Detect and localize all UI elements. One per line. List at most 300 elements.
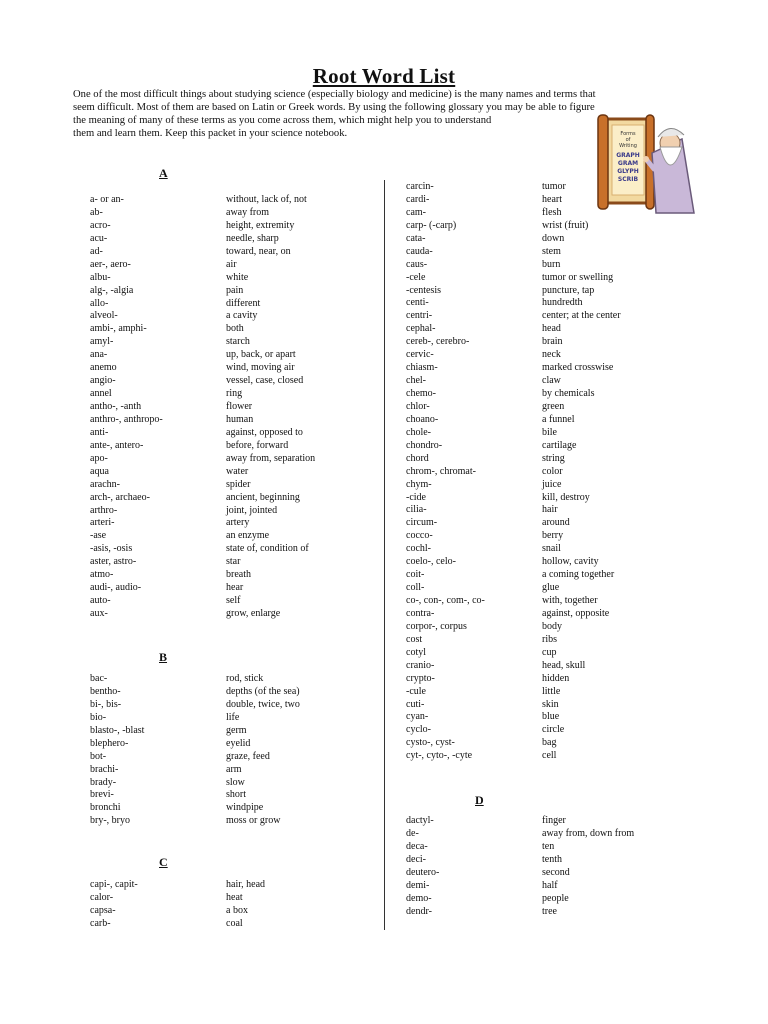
- root-meaning: self: [226, 595, 241, 607]
- root-entry: [406, 543, 706, 556]
- root-entry: [406, 297, 706, 310]
- root-meaning: claw: [542, 375, 561, 387]
- root-term: allo-: [90, 297, 109, 309]
- root-entry: [90, 777, 370, 790]
- root-meaning: around: [542, 517, 570, 529]
- root-entry: [406, 867, 706, 880]
- root-meaning: hair: [542, 504, 558, 516]
- root-entry: [90, 517, 370, 530]
- root-meaning: bag: [542, 737, 557, 749]
- root-term: annel: [90, 388, 112, 400]
- root-term: cuti-: [406, 698, 425, 710]
- root-entry: [90, 336, 370, 349]
- root-term: chord: [406, 452, 429, 464]
- root-meaning: circle: [542, 724, 565, 736]
- root-entry: [406, 479, 706, 492]
- section-c-list-left: [90, 879, 370, 931]
- root-entry: [406, 349, 706, 362]
- root-meaning: wrist (fruit): [542, 219, 589, 231]
- root-term: antho-, -anth: [90, 401, 142, 412]
- root-entry: [406, 880, 706, 893]
- root-meaning: by chemicals: [542, 388, 595, 399]
- root-entry: [406, 699, 706, 712]
- root-entry: [90, 815, 370, 828]
- root-term: acro-: [90, 219, 111, 231]
- section-d-list: [406, 815, 706, 919]
- root-term: chole-: [406, 426, 431, 438]
- root-entry: [406, 724, 706, 737]
- root-entry: [406, 181, 706, 194]
- root-entry: [406, 582, 706, 595]
- root-meaning: half: [542, 879, 558, 891]
- root-entry: [90, 466, 370, 479]
- root-meaning: second: [542, 866, 570, 878]
- root-term: capsa-: [90, 904, 116, 916]
- root-meaning: needle, sharp: [226, 232, 279, 244]
- root-entry: [90, 530, 370, 543]
- root-entry: [90, 686, 370, 699]
- root-term: angio-: [90, 375, 116, 387]
- root-term: deci-: [406, 853, 426, 865]
- root-entry: [90, 259, 370, 272]
- root-entry: [406, 828, 706, 841]
- root-entry: [90, 479, 370, 492]
- root-entry: [406, 660, 706, 673]
- root-entry: [406, 401, 706, 414]
- root-entry: [90, 414, 370, 427]
- root-entry: [90, 879, 370, 892]
- root-entry: [90, 310, 370, 323]
- root-term: arachn-: [90, 478, 120, 490]
- root-entry: [406, 569, 706, 582]
- root-meaning: blue: [542, 711, 560, 723]
- root-entry: [90, 194, 370, 207]
- root-term: ab-: [90, 206, 103, 218]
- root-term: alg-, -algia: [90, 284, 134, 296]
- root-meaning: hair, head: [226, 879, 266, 890]
- root-meaning: joint, jointed: [226, 504, 278, 516]
- root-entry: [406, 737, 706, 750]
- root-entry: [406, 285, 706, 298]
- section-a-list: [90, 194, 370, 621]
- root-entry: [406, 453, 706, 466]
- root-meaning: green: [542, 400, 565, 412]
- intro-paragraph: [73, 88, 633, 140]
- root-term: cocco-: [406, 530, 433, 542]
- root-term: -cele: [406, 271, 426, 283]
- root-term: bentho-: [90, 685, 121, 697]
- root-meaning: away from: [226, 206, 270, 218]
- root-meaning: color: [542, 465, 563, 477]
- root-meaning: breath: [226, 569, 251, 581]
- root-term: bronchi: [90, 802, 121, 814]
- root-meaning: spider: [226, 478, 251, 490]
- root-term: crypto-: [406, 672, 435, 684]
- root-entry: [90, 608, 370, 621]
- root-term: brevi-: [90, 789, 114, 801]
- root-entry: [90, 802, 370, 815]
- root-term: dactyl-: [406, 815, 434, 826]
- root-meaning: finger: [542, 815, 566, 826]
- root-meaning: away from, separation: [226, 452, 316, 464]
- root-term: deca-: [406, 840, 428, 852]
- root-entry: [90, 362, 370, 375]
- root-meaning: heat: [226, 891, 243, 903]
- root-entry: [406, 686, 706, 699]
- root-term: cilia-: [406, 504, 427, 516]
- root-meaning: before, forward: [226, 439, 289, 451]
- root-entry: [90, 789, 370, 802]
- root-entry: [406, 388, 706, 401]
- root-entry: [90, 388, 370, 401]
- root-entry: [406, 362, 706, 375]
- root-entry: [90, 272, 370, 285]
- root-term: coelo-, celo-: [406, 556, 456, 568]
- root-term: acu-: [90, 232, 108, 244]
- root-entry: [406, 440, 706, 453]
- root-meaning: glue: [542, 582, 560, 594]
- root-term: cephal-: [406, 323, 436, 335]
- root-term: cyt-, cyto-, -cyte: [406, 750, 473, 762]
- root-meaning: flower: [226, 401, 253, 412]
- root-entry: [90, 738, 370, 751]
- root-entry: [406, 634, 706, 647]
- root-meaning: star: [226, 556, 241, 568]
- root-meaning: burn: [542, 258, 561, 270]
- root-meaning: grow, enlarge: [226, 608, 281, 619]
- section-letter-a: A: [159, 166, 168, 180]
- root-term: bi-, bis-: [90, 698, 122, 710]
- root-term: bio-: [90, 711, 107, 723]
- root-entry: [90, 453, 370, 466]
- root-term: circum-: [406, 517, 438, 529]
- page-title: Root Word List: [312, 64, 456, 88]
- root-meaning: kill, destroy: [542, 491, 590, 503]
- root-term: chondro-: [406, 439, 443, 451]
- root-entry: [406, 466, 706, 479]
- root-entry: [90, 751, 370, 764]
- root-meaning: center; at the center: [542, 310, 621, 322]
- root-meaning: moss or grow: [226, 815, 281, 827]
- root-meaning: ten: [542, 840, 555, 852]
- section-letter-c: C: [159, 855, 168, 869]
- root-meaning: life: [226, 711, 240, 723]
- root-meaning: slow: [226, 776, 245, 788]
- root-meaning: marked crosswise: [542, 362, 614, 374]
- root-meaning: toward, near, on: [226, 245, 291, 257]
- root-entry: [406, 414, 706, 427]
- root-term: aer-, aero-: [90, 258, 131, 270]
- root-entry: [406, 336, 706, 349]
- root-meaning: coal: [226, 917, 243, 929]
- root-term: anthro-, anthropo-: [90, 413, 163, 425]
- root-term: chiasm-: [406, 362, 438, 374]
- root-meaning: different: [226, 297, 261, 309]
- root-entry: [406, 517, 706, 530]
- root-meaning: brain: [542, 336, 563, 348]
- root-meaning: human: [226, 413, 254, 425]
- root-term: co-, con-, com-, co-: [406, 595, 485, 606]
- scroll-word: of: [625, 137, 631, 143]
- root-entry: [406, 906, 706, 919]
- root-term: carb-: [90, 917, 111, 929]
- root-meaning: windpipe: [226, 802, 264, 814]
- root-entry: [90, 505, 370, 518]
- root-term: carcin-: [406, 181, 434, 192]
- root-term: cyan-: [406, 711, 429, 723]
- root-term: centri-: [406, 310, 433, 322]
- section-letter-d: D: [475, 793, 484, 807]
- root-term: blephero-: [90, 737, 129, 749]
- root-term: demi-: [406, 879, 430, 891]
- intro-line: the meaning of many of these terms as you come across them, which might help you to understand: [73, 115, 492, 126]
- root-entry: [406, 608, 706, 621]
- root-meaning: body: [542, 620, 562, 632]
- root-meaning: juice: [542, 478, 562, 490]
- root-term: aux-: [90, 608, 108, 619]
- root-term: -cule: [406, 685, 426, 697]
- root-entry: [90, 401, 370, 414]
- root-entry: [406, 323, 706, 336]
- root-term: anemo: [90, 362, 117, 374]
- root-term: cost: [406, 633, 423, 645]
- scroll-word: GLYPH: [617, 168, 639, 175]
- root-entry: [90, 207, 370, 220]
- root-meaning: bile: [542, 426, 557, 438]
- root-meaning: white: [226, 271, 249, 283]
- root-term: cata-: [406, 232, 426, 244]
- root-entry: [406, 673, 706, 686]
- root-term: cranio-: [406, 659, 435, 671]
- root-meaning: hollow, cavity: [542, 556, 599, 568]
- root-entry: [90, 569, 370, 582]
- root-meaning: people: [542, 892, 569, 904]
- root-term: a- or an-: [90, 194, 124, 205]
- root-term: audi-, audio-: [90, 582, 142, 594]
- root-meaning: tumor: [542, 181, 566, 192]
- root-term: -centesis: [406, 284, 441, 296]
- root-entry: [90, 220, 370, 233]
- scroll-word: GRAPH: [616, 152, 640, 159]
- root-meaning: snail: [542, 543, 561, 555]
- root-term: ante-, antero-: [90, 439, 144, 451]
- root-entry: [406, 556, 706, 569]
- section-b-list: [90, 673, 370, 828]
- root-entry: [406, 504, 706, 517]
- root-entry: [406, 427, 706, 440]
- root-meaning: arm: [226, 763, 242, 775]
- root-entry: [90, 375, 370, 388]
- root-meaning: skin: [542, 698, 559, 710]
- root-term: brady-: [90, 776, 117, 788]
- root-term: calor-: [90, 891, 114, 903]
- root-entry: [90, 440, 370, 453]
- intro-line: them and learn them. Keep this packet in your science notebook.: [73, 128, 348, 139]
- root-meaning: hear: [226, 582, 244, 594]
- root-entry: [406, 207, 706, 220]
- root-entry: [406, 233, 706, 246]
- root-meaning: hidden: [542, 672, 570, 684]
- root-entry: [406, 647, 706, 660]
- root-meaning: little: [542, 685, 561, 697]
- root-term: caus-: [406, 258, 428, 270]
- root-term: cervic-: [406, 349, 434, 361]
- root-entry: [406, 595, 706, 608]
- root-entry: [406, 815, 706, 828]
- root-meaning: graze, feed: [226, 750, 270, 762]
- root-meaning: down: [542, 232, 565, 244]
- root-entry: [406, 310, 706, 323]
- scroll-word: Forms: [620, 131, 636, 137]
- root-term: aster, astro-: [90, 556, 137, 568]
- root-term: aqua: [90, 465, 109, 477]
- root-meaning: a coming together: [542, 569, 615, 581]
- root-entry: [90, 492, 370, 505]
- root-term: arch-, archaeo-: [90, 491, 150, 503]
- intro-line: seem difficult. Most of them are based on Latin or Greek words. By using the following glossary you may be able to figure: [73, 102, 595, 113]
- root-meaning: vessel, case, closed: [226, 375, 304, 387]
- root-meaning: heart: [542, 193, 562, 205]
- root-term: capi-, capit-: [90, 879, 138, 890]
- root-term: -ase: [90, 530, 107, 542]
- root-meaning: against, opposed to: [226, 426, 303, 438]
- root-entry: [90, 246, 370, 259]
- root-entry: [90, 298, 370, 311]
- root-meaning: flesh: [542, 206, 562, 218]
- root-term: anti-: [90, 426, 109, 438]
- root-meaning: double, twice, two: [226, 698, 300, 710]
- root-meaning: ribs: [542, 633, 557, 645]
- root-entry: [406, 220, 706, 233]
- root-term: de-: [406, 827, 419, 839]
- root-meaning: against, opposite: [542, 607, 610, 619]
- root-meaning: berry: [542, 530, 564, 542]
- root-term: chrom-, chromat-: [406, 465, 476, 477]
- root-meaning: state of, condition of: [226, 543, 309, 555]
- root-entry: [406, 893, 706, 906]
- root-entry: [406, 841, 706, 854]
- root-meaning: cell: [542, 750, 557, 762]
- root-meaning: hundredth: [542, 297, 583, 309]
- root-term: ambi-, amphi-: [90, 323, 147, 335]
- root-meaning: pain: [226, 284, 244, 296]
- root-term: carp- (-carp): [406, 219, 457, 231]
- root-meaning: up, back, or apart: [226, 349, 296, 361]
- root-term: bac-: [90, 673, 108, 684]
- root-entry: [406, 194, 706, 207]
- root-meaning: short: [226, 789, 246, 801]
- root-meaning: ring: [226, 388, 243, 400]
- root-term: arthro-: [90, 504, 118, 516]
- root-term: auto-: [90, 595, 111, 607]
- root-meaning: wind, moving air: [226, 362, 295, 374]
- root-meaning: neck: [542, 349, 561, 361]
- root-term: apo-: [90, 452, 108, 464]
- root-meaning: stem: [542, 245, 561, 257]
- root-entry: [90, 892, 370, 905]
- scroll-word: GRAM: [617, 160, 639, 167]
- scroll-word: SCRIB: [617, 176, 639, 183]
- root-term: centi-: [406, 297, 429, 309]
- root-meaning: cup: [542, 646, 557, 658]
- root-term: ad-: [90, 245, 103, 257]
- root-term: brachi-: [90, 763, 119, 775]
- root-meaning: puncture, tap: [542, 284, 595, 296]
- root-entry: [90, 699, 370, 712]
- root-term: alveol-: [90, 310, 118, 322]
- root-term: albu-: [90, 271, 111, 283]
- root-entry: [90, 712, 370, 725]
- root-term: cotyl: [406, 646, 426, 658]
- root-entry: [406, 272, 706, 285]
- root-term: -asis, -osis: [90, 543, 133, 555]
- root-entry: [406, 492, 706, 505]
- root-meaning: tumor or swelling: [542, 271, 614, 283]
- root-meaning: a cavity: [226, 310, 258, 322]
- root-entry: [90, 556, 370, 569]
- root-entry: [90, 427, 370, 440]
- root-entry: [406, 711, 706, 724]
- root-meaning: without, lack of, not: [226, 194, 307, 205]
- root-entry: [406, 530, 706, 543]
- root-meaning: germ: [226, 724, 247, 736]
- root-entry: [90, 673, 370, 686]
- root-term: cauda-: [406, 245, 433, 257]
- root-term: atmo-: [90, 569, 114, 581]
- root-term: chlor-: [406, 400, 430, 412]
- root-term: cysto-, cyst-: [406, 737, 455, 749]
- root-meaning: tree: [542, 905, 557, 917]
- root-entry: [90, 323, 370, 336]
- root-meaning: rod, stick: [226, 673, 264, 684]
- root-entry: [90, 918, 370, 931]
- root-entry: [90, 582, 370, 595]
- root-meaning: away from, down from: [542, 827, 635, 839]
- root-meaning: a box: [226, 904, 248, 916]
- root-term: corpor-, corpus: [406, 620, 467, 632]
- section-c-list-right: [406, 181, 706, 763]
- root-term: arteri-: [90, 517, 115, 529]
- root-meaning: depths (of the sea): [226, 685, 300, 697]
- root-term: dendr-: [406, 905, 432, 917]
- root-term: chemo-: [406, 388, 436, 399]
- root-entry: [90, 543, 370, 556]
- root-meaning: water: [226, 465, 249, 477]
- root-term: cereb-, cerebro-: [406, 336, 470, 348]
- root-entry: [406, 375, 706, 388]
- root-meaning: both: [226, 323, 244, 335]
- root-meaning: an enzyme: [226, 530, 270, 542]
- root-term: cam-: [406, 206, 426, 218]
- root-term: demo-: [406, 892, 432, 904]
- root-term: -cide: [406, 491, 426, 503]
- root-term: coll-: [406, 582, 425, 594]
- root-term: cyclo-: [406, 724, 431, 736]
- root-entry: [90, 764, 370, 777]
- root-entry: [90, 349, 370, 362]
- root-meaning: tenth: [542, 853, 562, 865]
- root-term: deutero-: [406, 866, 440, 878]
- root-meaning: height, extremity: [226, 219, 295, 231]
- root-entry: [406, 246, 706, 259]
- scroll-word: Writing: [619, 143, 637, 149]
- root-term: blasto-, -blast: [90, 724, 145, 736]
- root-meaning: with, together: [542, 595, 598, 606]
- root-entry: [90, 285, 370, 298]
- root-entry: [90, 595, 370, 608]
- root-term: coit-: [406, 569, 425, 581]
- intro-line: One of the most difficult things about studying science (especially biology and medicine) is the many names and terms that: [73, 89, 596, 100]
